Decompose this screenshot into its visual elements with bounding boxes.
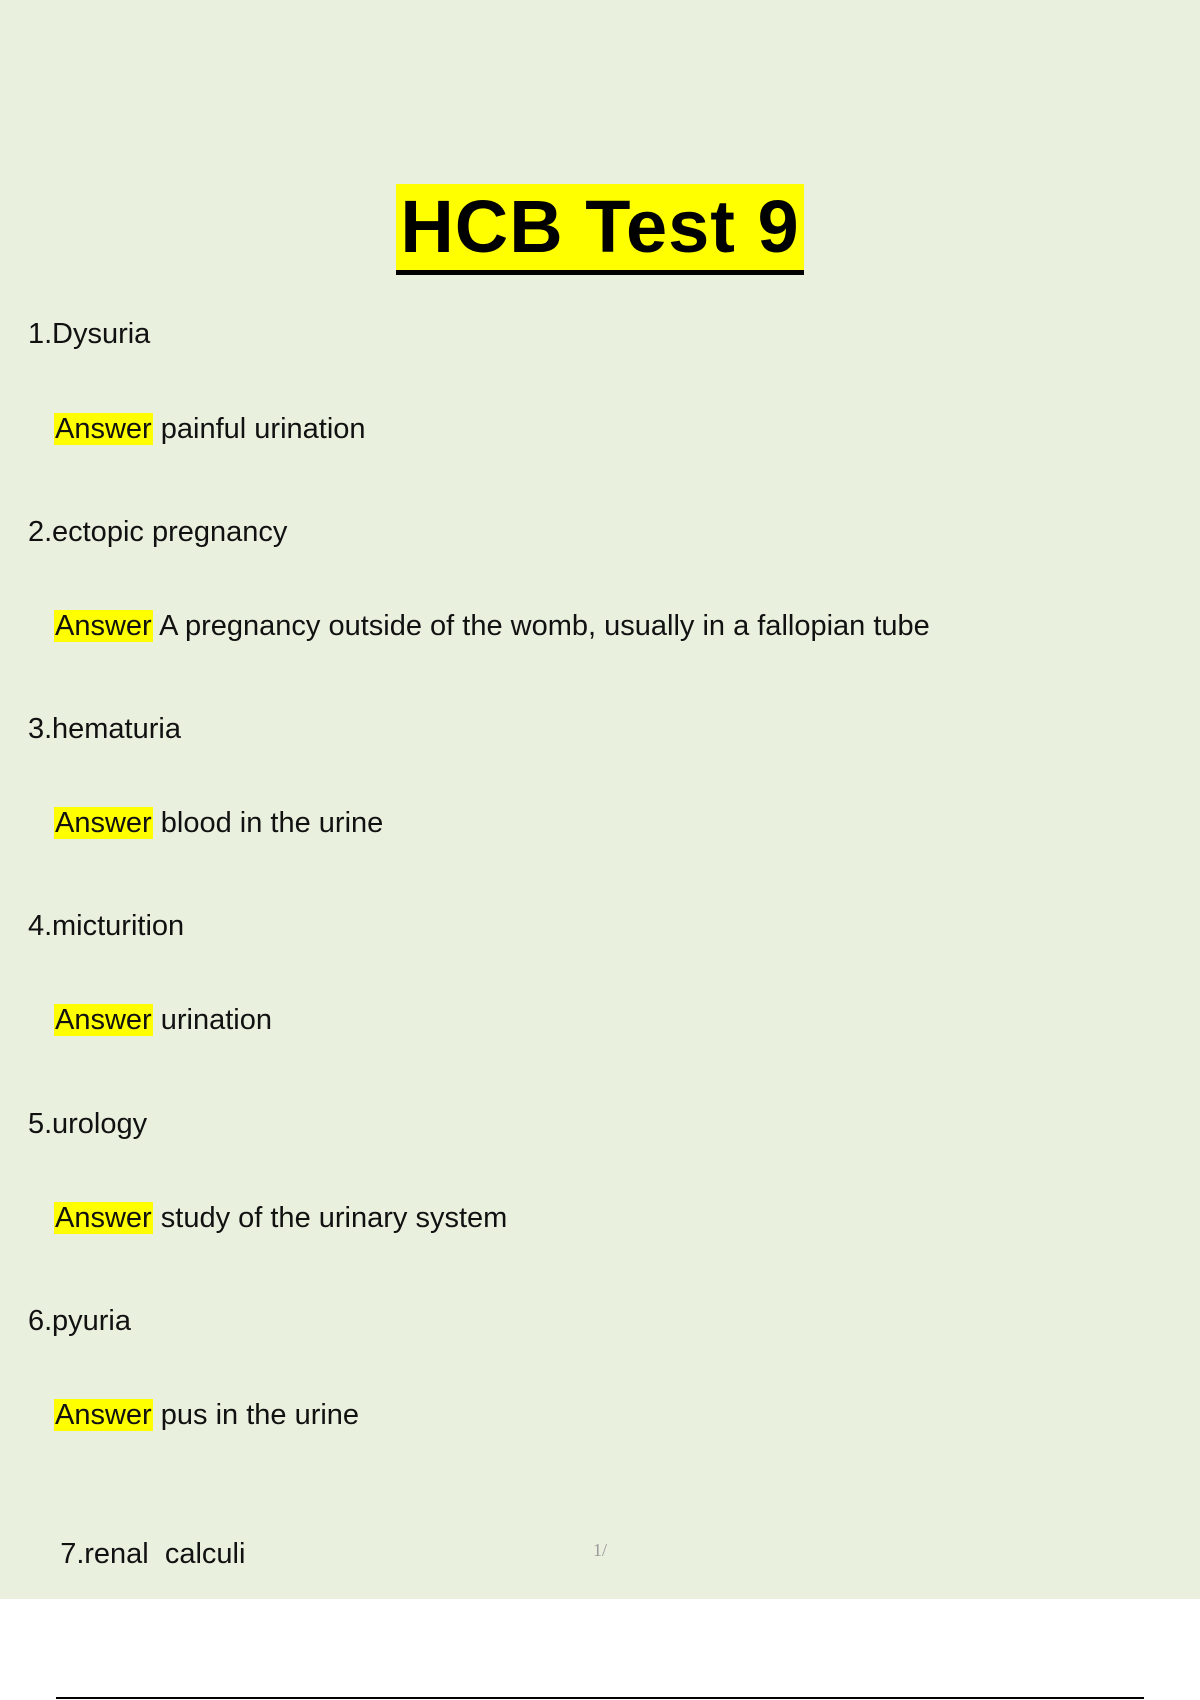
answer-item: [54, 1397, 1200, 1433]
question-item: [28, 316, 1188, 352]
title-block: [0, 184, 1200, 275]
answer-label: Answer: [55, 1004, 152, 1036]
answer-text: pus in the urine: [160, 1399, 360, 1431]
question-item: [28, 711, 1188, 747]
question-number: 6.: [28, 1305, 53, 1337]
answer-item: [54, 805, 1200, 841]
answer-label: Answer: [55, 1399, 152, 1431]
answer-text: study of the urinary system: [160, 1202, 508, 1234]
question-term: ectopic pregnancy: [52, 516, 288, 548]
footer-divider: [56, 1697, 1144, 1699]
question-term: hematuria: [52, 713, 181, 745]
answer-item: [54, 411, 1200, 447]
answer-text: urination: [160, 1004, 273, 1036]
question-number: 3.: [28, 713, 53, 745]
answer-label: Answer: [55, 807, 152, 839]
answer-item: [54, 1002, 1200, 1038]
question-item: [28, 908, 1188, 944]
question-term: Dysuria: [52, 318, 151, 350]
answer-text: painful urination: [160, 413, 366, 445]
question-term: renal calculi: [84, 1538, 246, 1570]
answer-label: Answer: [55, 413, 152, 445]
answer-label: Answer: [55, 1202, 152, 1234]
question-number: 7.: [60, 1538, 85, 1570]
question-number: 4.: [28, 910, 53, 942]
question-term: micturition: [52, 910, 185, 942]
answer-label: Answer: [55, 610, 152, 642]
question-term: pyuria: [52, 1305, 131, 1337]
answer-text: blood in the urine: [160, 807, 384, 839]
question-number: 1.: [28, 318, 53, 350]
page-title: HCB Test 9: [396, 184, 803, 275]
question-number: 2.: [28, 516, 53, 548]
answer-text: A pregnancy outside of the womb, usually in a fallopian tube: [159, 610, 930, 642]
page-number: 1/: [592, 1540, 607, 1560]
question-item: [28, 1303, 1188, 1339]
answer-item: [54, 608, 1200, 644]
answer-item: [54, 1200, 1200, 1236]
question-item: [28, 514, 1188, 550]
question-number: 5.: [28, 1108, 53, 1140]
question-term: urology: [52, 1108, 148, 1140]
question-item: [28, 1106, 1188, 1142]
